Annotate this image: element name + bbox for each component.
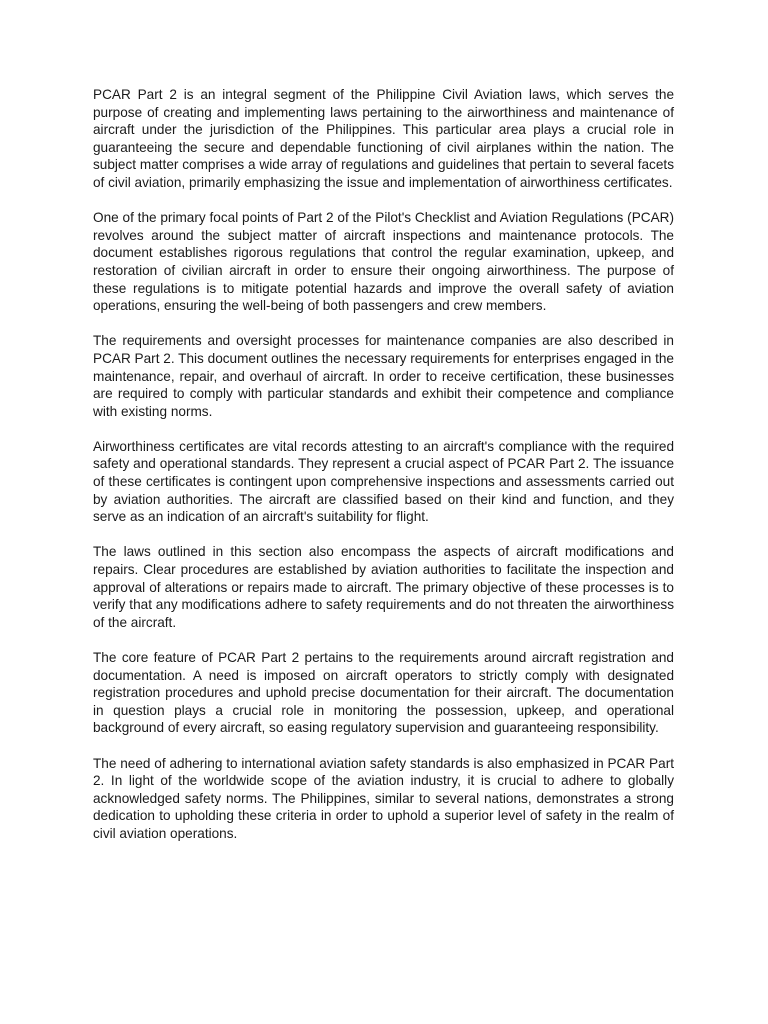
paragraph-6: The core feature of PCAR Part 2 pertains to the requirements around aircraft registration and documentation. A need is imposed on aircraft operators to strictly comply with designated registration procedures and uphold precise documentation for their aircraft. The documentation in question plays a crucial role in monitoring the possession, upkeep, and operational background of every aircraft, so easing regulatory supervision and guaranteeing responsibility. [93,650,674,736]
paragraph-4: Airworthiness certificates are vital records attesting to an aircraft's compliance with the required safety and operational standards. They represent a crucial aspect of PCAR Part 2. The issuance of these certificates is contingent upon comprehensive inspections and assessments carried out by aviation authorities. The aircraft are classified based on their kind and function, and they serve as an indication of an aircraft's suitability for flight. [93,438,674,525]
paragraph-7: The need of adhering to international aviation safety standards is also emphasized in PCAR Part 2. In light of the worldwide scope of the aviation industry, it is crucial to adhere to globally acknowledged safety norms. The Philippines, similar to several nations, demonstrates a strong dedication to upholding these criteria in order to uphold a superior level of safety in the realm of civil aviation operations. [93,755,674,841]
paragraph-2: One of the primary focal points of Part 2 of the Pilot's Checklist and Aviation Regulations (PCAR) revolves around the subject matter of aircraft inspections and maintenance protocols. The document establishes rigorous regulations that control the regular examination, upkeep, and restoration of civilian aircraft in order to ensure their ongoing airworthiness. The purpose of these regulations is to mitigate potential hazards and improve the overall safety of aviation operations, ensuring the well-being of both passengers and crew members. [93,210,674,314]
paragraph-1: PCAR Part 2 is an integral segment of the Philippine Civil Aviation laws, which serves the purpose of creating and implementing laws pertaining to the airworthiness and maintenance of aircraft under the jurisdiction of the Philippines. This particular area plays a crucial role in guaranteeing the secure and dependable functioning of civil airplanes within the nation. The subject matter comprises a wide array of regulations and guidelines that pertain to several facets of civil aviation, primarily emphasizing the issue and implementation of airworthiness certificates. [93,87,674,190]
paragraph-5: The laws outlined in this section also encompass the aspects of aircraft modifications and repairs. Clear procedures are established by aviation authorities to facilitate the inspection and approval of alterations or repairs made to aircraft. The primary objective of these processes is to verify that any modifications adhere to safety requirements and do not threaten the airworthiness of the aircraft. [93,544,674,630]
paragraph-3: The requirements and oversight processes for maintenance companies are also described in PCAR Part 2. This document outlines the necessary requirements for enterprises engaged in the maintenance, repair, and overhaul of aircraft. In order to receive certification, these businesses are required to comply with particular standards and exhibit their competence and compliance with existing norms. [93,333,674,419]
document-page [93,86,674,860]
